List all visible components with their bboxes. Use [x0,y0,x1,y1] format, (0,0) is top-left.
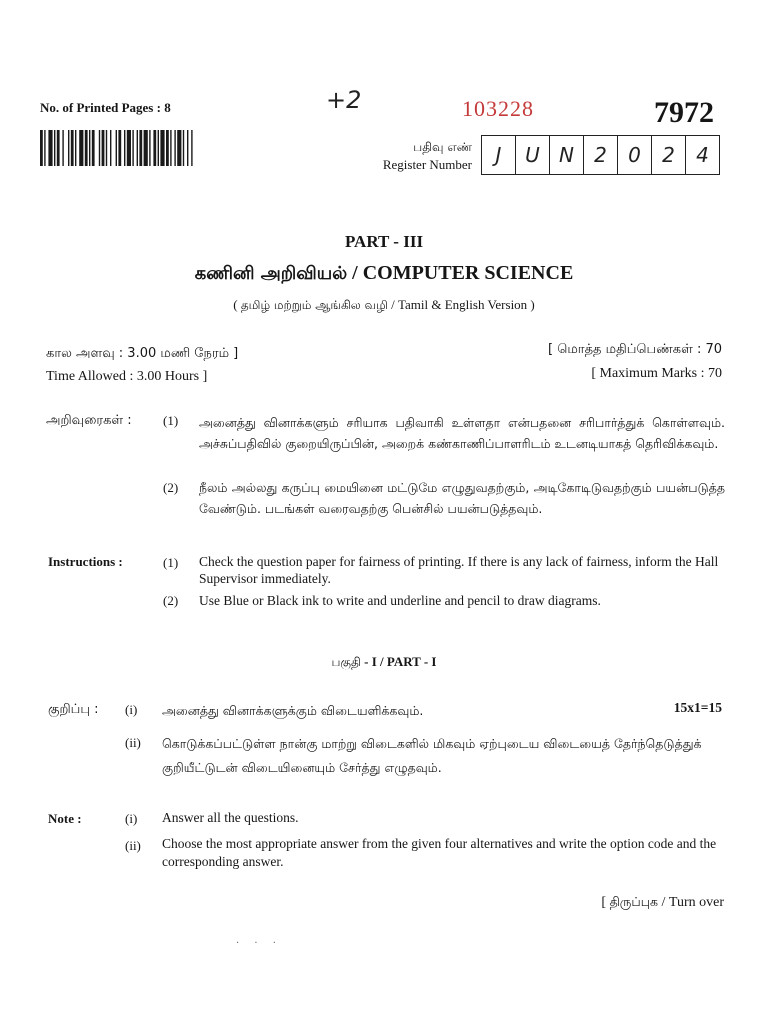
note-item-number: (ii) [125,838,141,853]
kurippu-item-text: அனைத்து வினாக்களுக்கும் விடையளிக்கவும். [162,703,424,718]
barcode-bar [124,130,125,166]
subject-title-separator: / [347,262,363,284]
advice-item-number: (1) [163,413,179,428]
version-tamil: தமிழ் மற்றும் ஆங்கில வழி [240,298,388,312]
register-box: U [516,136,550,174]
register-box: 2 [584,136,618,174]
serial-number: 103228 [462,96,534,121]
barcode-bar [54,130,55,166]
barcode-bar [44,130,45,166]
subject-title-tamil: கணினி அறிவியல் [194,263,348,284]
barcode-bar [92,130,95,166]
barcode-bar [187,130,188,166]
instruction-item-text: Use Blue or Black ink to write and underline and pencil to draw diagrams. [199,593,601,608]
maximum-marks-tamil: [ மொத்த மதிப்பெண்கள் : 70 [548,342,722,357]
barcode-bar [102,130,105,166]
advice-item-text: நீலம் அல்லது கருப்பு மையினை மட்டுமே எழுதுவதற்கும், அடிகோடிடுவதற்கும் பயன்படுத்த வேண்டும். படங்கள் வரைவதற்கு பென்சில் பயன்படுத்தவும். [199,480,725,516]
kurippu-item-text: கொடுக்கப்பட்டுள்ள நான்கு மாற்று விடைகளில் மிகவும் ஏற்புடைய விடையைத் தேர்ந்தெடுத்துக் குறியீட்டுடன் விடையினையும் சேர்த்து எழுதவும். [162,736,702,775]
paper-code: 7972 [654,96,714,129]
barcode-bar [174,130,175,166]
kurippu-item-number: (ii) [125,735,141,750]
barcode-bar [177,130,181,166]
kurippu-label: குறிப்பு : [48,702,99,717]
turn-over-open: [ [601,895,610,910]
barcode-bar [85,130,88,166]
version-line [0,297,768,314]
barcode-bar [153,130,156,166]
register-box: N [550,136,584,174]
barcode-bar [68,130,69,166]
barcode-bar [137,130,138,166]
note-item-text: Answer all the questions. [162,810,299,825]
barcode-bar [170,130,171,166]
register-label-tamil: பதிவு எண் [413,140,472,154]
advice-item-number: (2) [163,480,179,495]
note-item-text: Choose the most appropriate answer from the given four alternatives and write the option code and the corresponding answer. [162,836,717,869]
barcode-bar [149,130,150,166]
part-one-heading-tamil: பகுதி [331,655,361,669]
barcode-bar [166,130,169,166]
time-allowed-english: Time Allowed : 3.00 Hours ] [46,369,208,384]
barcode-bar [183,130,184,166]
barcode-bar [40,130,43,166]
scan-specks: · · · [236,938,282,949]
barcode-bar [99,130,100,166]
register-box: 4 [696,143,709,167]
part-title: PART - III [344,232,424,251]
barcode [40,130,242,166]
barcode-bar [160,130,164,166]
register-box: J [482,136,516,174]
barcode-bar [79,130,83,166]
instruction-item-number: (2) [163,593,179,608]
barcode-bar [89,130,90,166]
barcode-bar [62,130,63,166]
register-box: 2 [652,136,686,174]
barcode-bar [106,130,107,166]
turn-over-english: / Turn over [658,895,724,910]
barcode-bar [139,130,142,166]
barcode-bar [158,130,159,166]
register-label-english: Register Number [382,157,472,172]
register-number-boxes [481,135,720,175]
part-one-heading [0,654,768,671]
part-one-marks: 15x1=15 [673,700,722,715]
subject-title-english: COMPUTER SCIENCE [362,262,574,284]
maximum-marks-english: [ Maximum Marks : 70 [591,366,722,381]
turn-over-tamil: திருப்புக [609,894,658,909]
register-box: 0 [618,136,652,174]
barcode-bar [48,130,52,166]
subject-title [0,262,768,286]
instructions-label: Instructions : [48,554,123,569]
advice-label: அறிவுரைகள் : [46,413,132,428]
part-one-heading-english: - I / PART - I [360,654,437,669]
note-item-number: (i) [125,811,138,826]
time-allowed-tamil: கால அளவு : 3.00 மணி நேரம் ] [46,346,239,361]
barcode-bar [118,130,121,166]
instruction-item-number: (1) [163,555,179,570]
barcode-bar [57,130,60,166]
handwritten-plus-two: +2 [326,86,362,114]
advice-item-text: அனைத்து வினாக்களும் சரியாக பதிவாகி உள்ளதா என்பதனை சரிபார்த்துக் கொள்ளவும். அச்சுப்பதிவில் குறையிருப்பின், அறைக் கண்காணிப்பாளரிடம் உடனடியாகத் தெரிவிக்கவும். [199,415,725,451]
version-english: / Tamil & English Version ) [387,297,535,312]
kurippu-item-number: (i) [125,702,138,717]
version-open: ( [233,297,241,312]
barcode-bar [127,130,131,166]
barcode-bar [110,130,111,166]
barcode-bar [144,130,148,166]
printed-pages-count: No. of Printed Pages : 8 [40,100,171,115]
barcode-bar [132,130,133,166]
note-label: Note : [48,811,82,826]
barcode-bar [191,130,192,166]
barcode-bar [116,130,117,166]
barcode-bar [75,130,76,166]
turn-over-note [601,894,724,911]
barcode-bar [71,130,74,166]
instruction-item-text: Check the question paper for fairness of printing. If there is any lack of fairness, inform the Hall Supervisor immediately. [199,554,719,586]
